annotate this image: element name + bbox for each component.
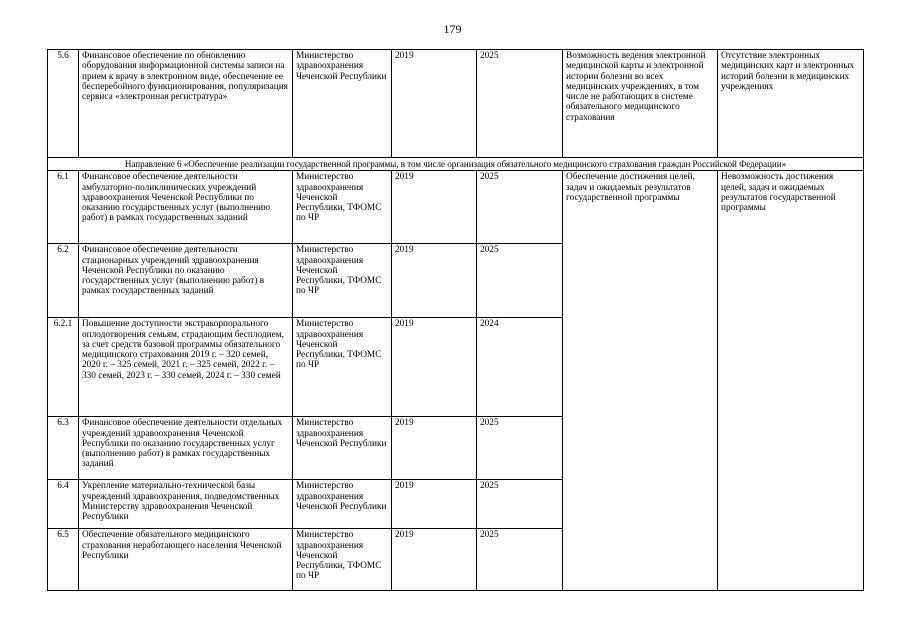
program-measures-table — [47, 49, 864, 591]
start-year: 2019 — [392, 417, 477, 480]
start-year: 2019 — [392, 244, 477, 318]
end-year: 2025 — [477, 529, 563, 591]
executor: Министерство здравоохранения Чеченской Республики, ТФОМС по ЧР — [293, 318, 392, 417]
measure-name: Обеспечение обязательного медицинского страхования неработающего населения Чеченской Республики — [79, 529, 293, 591]
end-year: 2024 — [477, 318, 563, 417]
row-number: 6.4 — [48, 480, 79, 529]
executor: Министерство здравоохранения Чеченской Республики — [293, 50, 392, 158]
start-year: 2019 — [392, 318, 477, 417]
end-year: 2025 — [477, 480, 563, 529]
start-year: 2019 — [392, 480, 477, 529]
row-number: 6.3 — [48, 417, 79, 480]
row-number: 6.2.1 — [48, 318, 79, 417]
table-row — [48, 50, 864, 158]
start-year: 2019 — [392, 529, 477, 591]
executor: Министерство здравоохранения Чеченской Республики, ТФОМС по ЧР — [293, 244, 392, 318]
row-number: 6.1 — [48, 171, 79, 244]
measure-name: Укрепление материально-технической базы учреждений здравоохранения, подведомственных Министерству здравоохранения Чеченской Республики — [79, 480, 293, 529]
page-number: 179 — [443, 22, 462, 36]
measure-name: Финансовое обеспечение деятельности стационарных учреждений здравоохранения Чеченской Республики по оказанию государственных услуг (выполнению работ) в рамках государственных заданий — [79, 244, 293, 318]
start-year: 2019 — [392, 50, 477, 158]
table-row — [48, 171, 864, 244]
executor: Министерство здравоохранения Чеченской Республики — [293, 480, 392, 529]
executor: Министерство здравоохранения Чеченской Республики, ТФОМС по ЧР — [293, 529, 392, 591]
end-year: 2025 — [477, 417, 563, 480]
expected-result: Обеспечение достижения целей, задач и ожидаемых результатов государственной программы — [563, 171, 718, 591]
end-year: 2025 — [477, 244, 563, 318]
measure-name: Финансовое обеспечение по обновлению оборудования информационной системы записи на прием к врачу в электронном виде, обеспечение ее бесперебойного функционирования, популяризация сервиса «электронная регистратура» — [79, 50, 293, 158]
measure-name: Финансовое обеспечение деятельности амбулаторно-поликлинических учреждений здравоохранения Чеченской Республики по оказанию государственных услуг (выполнению работ) в рамках государственных заданий — [79, 171, 293, 244]
consequence: Отсутствие электронных медицинских карт и электронных историй болезни в медицинских учреждениях — [718, 50, 864, 158]
row-number: 6.2 — [48, 244, 79, 318]
row-number: 5.6 — [48, 50, 79, 158]
expected-result: Возможность ведения электронной медицинской карты и электронной истории болезни во всех медицинских учреждениях, в том числе не работающих в системе обязательного медицинского страхования — [563, 50, 718, 158]
executor: Министерство здравоохранения Чеченской Республики, ТФОМС по ЧР — [293, 171, 392, 244]
executor: Министерство здравоохранения Чеченской Республики — [293, 417, 392, 480]
start-year: 2019 — [392, 171, 477, 244]
measure-name: Финансовое обеспечение деятельности отдельных учреждений здравоохранения Чеченской Республики по оказанию государственных услуг (выполнению работ) в рамках государственных заданий — [79, 417, 293, 480]
end-year: 2025 — [477, 50, 563, 158]
section-title: Направление 6 «Обеспечение реализации государственной программы, в том числе организация обязательного медицинского страхования граждан Российской Федерации» — [48, 158, 864, 171]
row-number: 6.5 — [48, 529, 79, 591]
measure-name: Повышение доступности экстракорпорального оплодотворения семьям, страдающим бесплодием, за счет средств базовой программы обязательного медицинского страхования 2019 г. – 320 семей, 2020 г. – 325 семей, 2021 г. – 325 семей, 2022 г. – 330 семей, 2023 г. – 330 семей, 2024 г. – 330 семей — [79, 318, 293, 417]
section-heading-row — [48, 158, 864, 171]
consequence: Невозможность достижения целей, задач и ожидаемых результатов государственной программы — [718, 171, 864, 591]
end-year: 2025 — [477, 171, 563, 244]
